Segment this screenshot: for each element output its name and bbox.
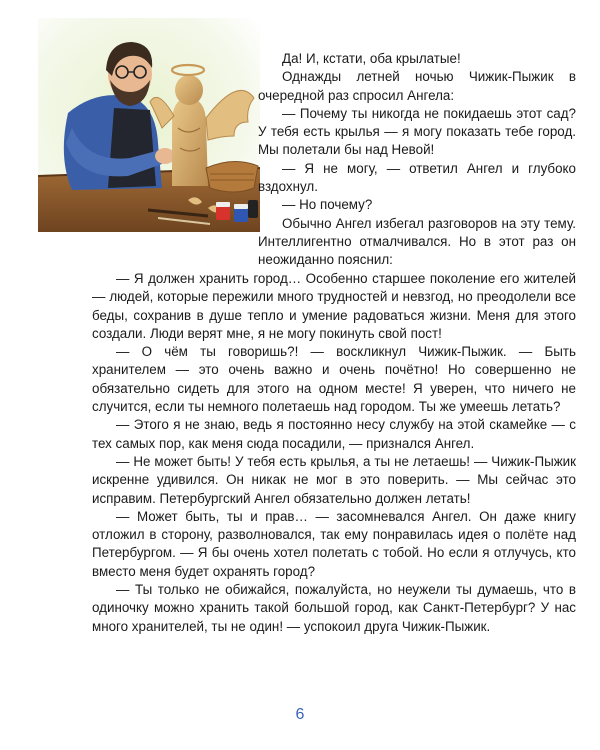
paragraph: — Ты только не обижайся, пожалуйста, но неужели ты думаешь, что в одиночку можно хранить такой большой город, как Санкт-Петербург? У нас много хранителей, ты не один! — успокоил друга Чижик-Пыжик.: [92, 582, 576, 634]
paragraph: — Почему ты никогда не покидаешь этот сад? У тебя есть крылья — я могу показать тебе город. Мы полетали бы над Невой!: [258, 105, 576, 158]
paragraph: — Не может быть! У тебя есть крылья, а ты не летаешь! — Чижик-Пыжик искренне удивился. Он никак не мог в это поверить. — Мы сейчас это исправим. Петербургский Ангел обязательно должен летать!: [92, 453, 576, 506]
paragraph: — О чём ты говоришь?! — воскликнул Чижик-Пыжик. — Быть хранителем — это очень важно и очень почётно! Но совершенно не обязательно сидеть для этого на одном месте! Я уверен, что ничего не случится, если ты немного полетаешь над городом. Ты же умеешь летать?: [92, 344, 576, 415]
paragraph: — Но почему?: [282, 197, 373, 213]
paragraph: Обычно Ангел избегал разговоров на эту тему. Интеллигентно отмалчивался. Но в этот раз он неожиданно пояснил:: [258, 215, 576, 268]
illustration-woodcarver: [38, 18, 260, 232]
paragraph: — Может быть, ты и прав… — засомневался Ангел. Он даже книгу отложил в сторону, разволновался, так ему понравилась идея о полёте над Петербургом. — Я бы очень хотел полетать с тобой. Но если я отлучусь, кто вместо меня будет охранять город?: [92, 508, 576, 579]
story-text-main: [92, 270, 576, 636]
paragraph: — Этого я не знаю, ведь я постоянно несу службу на этой скамейке — с тех самых пор, как меня сюда посадили, — признался Ангел.: [92, 417, 576, 451]
story-text-top: [258, 50, 576, 270]
page-number: 6: [295, 706, 305, 723]
paragraph: — Я должен хранить город… Особенно старшее поколение его жителей — людей, которые пережили много трудностей и невзгод, но преодолели все беды, сохранив в душе тепло и умение радоваться жизни. Меня для этого создали. Люди верят мне, я не могу покинуть свой пост!: [92, 271, 576, 341]
paragraph: Да! И, кстати, оба крылатые!: [282, 51, 461, 66]
paragraph: Однажды летней ночью Чижик-Пыжик в очередной раз спросил Ангела:: [258, 69, 576, 103]
paragraph: — Я не могу, — ответил Ангел и глубоко вздохнул.: [258, 160, 576, 195]
